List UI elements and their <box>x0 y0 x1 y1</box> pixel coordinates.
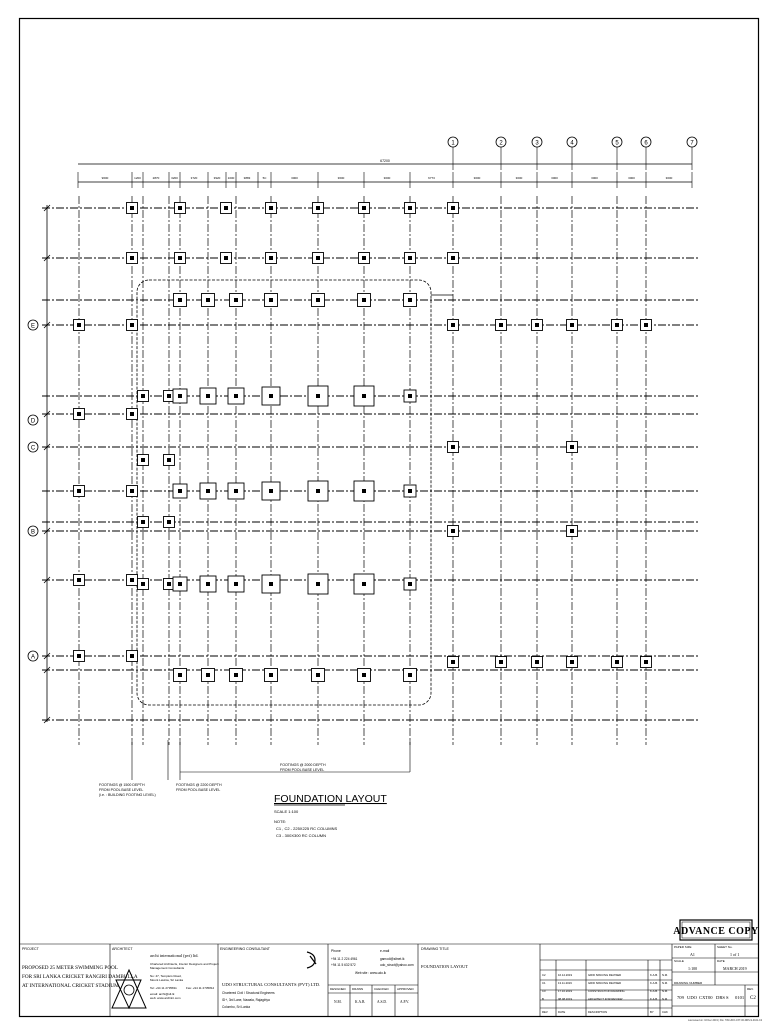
column <box>167 394 171 398</box>
column <box>178 582 182 586</box>
engineer-logo <box>307 952 316 968</box>
revision-header: REV <box>542 1010 548 1014</box>
sub-dimension-text: 1000 <box>227 176 235 180</box>
footer-small: Last saved on: 16 Dec 2019 | File: 709-UDO-CXT-00-DRS-S-0101-C2 <box>688 1019 763 1022</box>
project-label: PROJECT <box>22 947 39 951</box>
revision-cell: N.M. <box>662 973 668 977</box>
column <box>130 323 134 327</box>
column <box>178 673 182 677</box>
column <box>130 578 134 582</box>
sub-dimension-text: 3000 <box>628 176 635 180</box>
sheet-border <box>20 19 759 1017</box>
project-line-2: FOR SRI LANKA CRICKET RANGIRI DAMBULLA <box>22 974 138 980</box>
drawing-scale: SCALE 1:100 <box>274 809 299 814</box>
revision-header: BY <box>650 1010 654 1014</box>
sub-dimension-text: 3000 <box>665 176 673 180</box>
column <box>316 489 320 493</box>
architect-line-6: Fax: +94 11 2735812 <box>186 986 215 990</box>
role-drawn-label: DRAWN <box>352 987 364 991</box>
column <box>234 673 238 677</box>
column <box>499 323 503 327</box>
sub-dimension-text: 3000 <box>291 176 298 180</box>
column <box>316 256 320 260</box>
sheet-label: SHEET No. <box>717 945 733 949</box>
architect-line-4: Mount Lavinia, Sri Lanka <box>150 978 184 982</box>
column <box>362 256 366 260</box>
sub-dimension-text: 3600 <box>337 176 345 180</box>
revision-header: DATE <box>558 1010 566 1014</box>
revision-cell: C2 <box>542 973 546 977</box>
column <box>77 654 81 658</box>
footing-note-3b: FROM POOL BASE LEVEL <box>280 768 325 772</box>
scale-label: SCALE <box>674 959 684 963</box>
drawing-number <box>677 995 756 1001</box>
architect-name: archi international (pvt) ltd. <box>150 953 199 958</box>
column <box>224 206 228 210</box>
note-heading: NOTE: <box>274 819 287 824</box>
column <box>451 445 455 449</box>
column <box>130 256 134 260</box>
column <box>408 673 412 677</box>
column <box>316 673 320 677</box>
column <box>178 298 182 302</box>
grid-bubble-label: D <box>30 418 36 425</box>
sub-dimension-text: 3000 <box>551 176 558 180</box>
column <box>316 582 320 586</box>
revision-cell: K.A.B. <box>650 989 658 993</box>
column <box>206 582 210 586</box>
drawing-number-part: DRS <box>716 995 725 1000</box>
footing-note-1a: FOOTINGS @ 1500 DEPTH <box>99 783 145 787</box>
revision-cell: 08.08.2019 <box>558 997 572 1001</box>
grid-bubble-label: C <box>30 445 36 452</box>
column <box>316 394 320 398</box>
architect-line-2: Management Consultants <box>150 966 185 970</box>
sub-dimension-text: 3000 <box>515 176 523 180</box>
column <box>141 582 145 586</box>
column <box>130 206 134 210</box>
architect-line-5: Tel: +94 11 2735811 <box>150 986 177 990</box>
foundation-plan <box>28 137 700 780</box>
column <box>316 298 320 302</box>
column <box>77 412 81 416</box>
column <box>178 206 182 210</box>
grid-bubble-label: 6 <box>644 140 648 147</box>
revision-cell: N.M. <box>662 981 668 985</box>
sub-dimension-text: 3720 <box>190 176 198 180</box>
drawing-number-part: 0101 <box>735 995 745 1000</box>
column <box>570 445 574 449</box>
sub-dimension-text: 3883 <box>243 176 251 180</box>
email-line-2: udo_struct@yahoo.com <box>380 963 414 967</box>
engineer-line-1: Chartered Civil / Structural Engineers <box>222 991 275 995</box>
role-approved-label: APPROVED <box>397 987 414 991</box>
column <box>451 206 455 210</box>
revision-cell: GRID SPACING REVISED <box>588 973 622 977</box>
footing-note-2a: FOOTINGS @ 2200 DEPTH <box>176 783 222 787</box>
column <box>234 489 238 493</box>
revision-cell: ARCHITECT FOR REVIEW <box>588 997 623 1001</box>
column <box>130 654 134 658</box>
column <box>451 660 455 664</box>
note-line-1: C1 , C2 - 225X225 RC COLUMNS <box>276 826 338 831</box>
sub-dimension-text: 2870 <box>152 176 160 180</box>
grid-bubble-label: A <box>30 654 36 661</box>
revision-cell: C1 <box>542 981 546 985</box>
column <box>178 256 182 260</box>
sub-dimension-text: 6773 <box>428 176 435 180</box>
column <box>206 673 210 677</box>
rev-label: REV. <box>747 987 754 991</box>
drawing-number-part: CXT <box>699 995 709 1000</box>
column <box>644 660 648 664</box>
column <box>77 489 81 493</box>
drawing-number-label: DRAWING NUMBER <box>674 981 703 985</box>
column <box>234 394 238 398</box>
overall-dimension-text: 67200 <box>380 159 390 163</box>
grid-bubble-label: 3 <box>535 140 539 147</box>
role-designed-value: N.M. <box>334 1000 342 1004</box>
sub-dimension-text: 5C <box>262 176 267 180</box>
drawing-title-value: FOUNDATION LAYOUT <box>421 964 469 969</box>
column <box>362 206 366 210</box>
column <box>570 529 574 533</box>
column <box>206 394 210 398</box>
grid-bubble-label: B <box>30 529 36 536</box>
column <box>451 323 455 327</box>
column <box>130 412 134 416</box>
column <box>451 529 455 533</box>
revision-header: DESCRIPTION <box>588 1010 608 1014</box>
sub-dimension-text: 1200 <box>134 176 141 180</box>
grid-bubble-label: E <box>30 323 36 330</box>
column <box>408 582 412 586</box>
column <box>130 489 134 493</box>
grid-bubble-label: 1 <box>451 140 455 147</box>
architect-line-3: No: 47, Templers Road, <box>150 974 182 978</box>
column <box>77 578 81 582</box>
website: Web site : www.udo.lk <box>355 971 387 975</box>
project-line-3: AT INTERNATIONAL CRICKET STADIUM. <box>22 983 121 989</box>
advance-copy-stamp: ADVANCE COPY <box>673 926 759 937</box>
column <box>178 489 182 493</box>
email-line-1: gamodi@sltnet.lk <box>380 957 405 961</box>
column <box>615 323 619 327</box>
project-line-1: PROPOSED 25 METER SWIMMING POOL <box>22 965 118 971</box>
revision-cell: 13.11.2019 <box>558 981 572 985</box>
column <box>234 298 238 302</box>
footing-note-1c: (i.e. : BUILDING FOOTING LEVEL) <box>99 793 156 797</box>
grid-bubble-label: 5 <box>615 140 619 147</box>
role-designed-label: DESIGNED <box>330 987 346 991</box>
column <box>167 520 171 524</box>
column <box>570 660 574 664</box>
revision-cell: K.A.B. <box>650 981 658 985</box>
sub-dimension-text: 3000 <box>383 176 391 180</box>
column <box>167 458 171 462</box>
column <box>362 298 366 302</box>
column <box>206 298 210 302</box>
drawing-title-label: DRAWING TITLE <box>421 947 449 951</box>
role-checked-label: CHECKED <box>374 987 389 991</box>
footing-note-1b: FROM POOL BASE LEVEL <box>99 788 144 792</box>
architect-line-8: web: www.archiint.com <box>150 996 181 1000</box>
engineer-label: ENGINEERING CONSULTANT <box>220 947 270 951</box>
column <box>316 206 320 210</box>
column <box>362 394 366 398</box>
sub-dimension-text: 3920 <box>213 176 221 180</box>
revision-cell: N.M. <box>662 997 668 1001</box>
grid-bubble-label: 2 <box>499 140 503 147</box>
revision-cell: B <box>542 997 544 1001</box>
drawing-number-part: 00 <box>708 995 713 1000</box>
column <box>141 394 145 398</box>
column <box>362 489 366 493</box>
phone-line-2: +94 11 5 632 572 <box>331 963 356 967</box>
date-value: MARCH 2019 <box>723 966 747 971</box>
sub-dimension-text: 3200 <box>171 176 178 180</box>
note-line-2: C3 - 300X300 RC COLUMN <box>276 833 327 838</box>
column <box>615 660 619 664</box>
column <box>77 323 81 327</box>
column <box>269 206 273 210</box>
revision-header: CHK <box>662 1010 668 1014</box>
column <box>408 298 412 302</box>
sub-dimension-text: 9600 <box>101 176 109 180</box>
column <box>269 673 273 677</box>
engineer-line-2: ID+, 3rd Lane, Nawala, Rajagiriya <box>222 998 270 1002</box>
column <box>362 582 366 586</box>
column <box>499 660 503 664</box>
architect-line-7: email: archi@slt.lk <box>150 992 175 996</box>
sheet-value: 1 of 1 <box>730 952 740 957</box>
revision-cell: N.M. <box>662 989 668 993</box>
column <box>408 394 412 398</box>
drawing-number-part: UDO <box>687 995 697 1000</box>
column <box>234 582 238 586</box>
column <box>269 298 273 302</box>
column <box>535 660 539 664</box>
column <box>408 206 412 210</box>
drawing-number-part: 709 <box>677 995 684 1000</box>
phone-label: Phone <box>331 949 341 953</box>
grid-bubble-label: 7 <box>690 140 694 147</box>
column <box>451 256 455 260</box>
column <box>269 582 273 586</box>
column <box>167 582 171 586</box>
drawing-title: FOUNDATION LAYOUT <box>274 793 387 805</box>
date-label: DATE <box>717 959 725 963</box>
column <box>408 489 412 493</box>
sub-dimension-text: 3000 <box>591 176 598 180</box>
column <box>269 256 273 260</box>
role-approved-value: A.P.V. <box>400 1000 410 1004</box>
column <box>141 520 145 524</box>
drawing-number-part: C2 <box>750 996 756 1001</box>
column <box>269 489 273 493</box>
column <box>408 256 412 260</box>
architect-line-1: Chartered Architects, Interior Designers and Project <box>150 962 219 966</box>
column <box>206 489 210 493</box>
email-label: e-mail <box>380 949 390 953</box>
column <box>178 394 182 398</box>
revision-cell: 17.10.2019 <box>558 989 572 993</box>
column <box>224 256 228 260</box>
drawing-number-part: S <box>726 995 729 1000</box>
column <box>570 323 574 327</box>
revision-cell: GRID SPACING REVISED <box>588 981 622 985</box>
column <box>535 323 539 327</box>
paper-size-label: PAPER SIZE <box>674 945 692 949</box>
phone-line-1: +94 11 2 224 4961 <box>331 957 358 961</box>
role-checked-value: A.S.D. <box>377 1000 387 1004</box>
engineer-line-3: Colombo, Sri Lanka <box>222 1005 250 1009</box>
revision-cell: CONSTRUCTION DRAWING <box>588 989 625 993</box>
engineer-name: UDO STRUCTURAL CONSULTANTS (PVT) LTD. <box>222 982 321 987</box>
grid-bubble-label: 4 <box>570 140 574 147</box>
role-drawn-value: K.A.B. <box>355 1000 366 1004</box>
revision-cell: C0 <box>542 989 546 993</box>
revision-cell: K.A.B. <box>650 997 658 1001</box>
revision-cell: 16.12.2019 <box>558 973 572 977</box>
footing-note-2b: FROM POOL BASE LEVEL <box>176 788 221 792</box>
column <box>644 323 648 327</box>
scale-value: 1:100 <box>688 966 698 971</box>
column <box>269 394 273 398</box>
column <box>141 458 145 462</box>
paper-size-value: A1 <box>690 952 695 957</box>
sub-dimension-text: 3000 <box>473 176 481 180</box>
column <box>362 673 366 677</box>
revision-cell: K.A.B. <box>650 973 658 977</box>
architect-label: ARCHITECT <box>112 947 133 951</box>
footing-note-3a: FOOTINGS @ 2000 DEPTH <box>280 763 326 767</box>
